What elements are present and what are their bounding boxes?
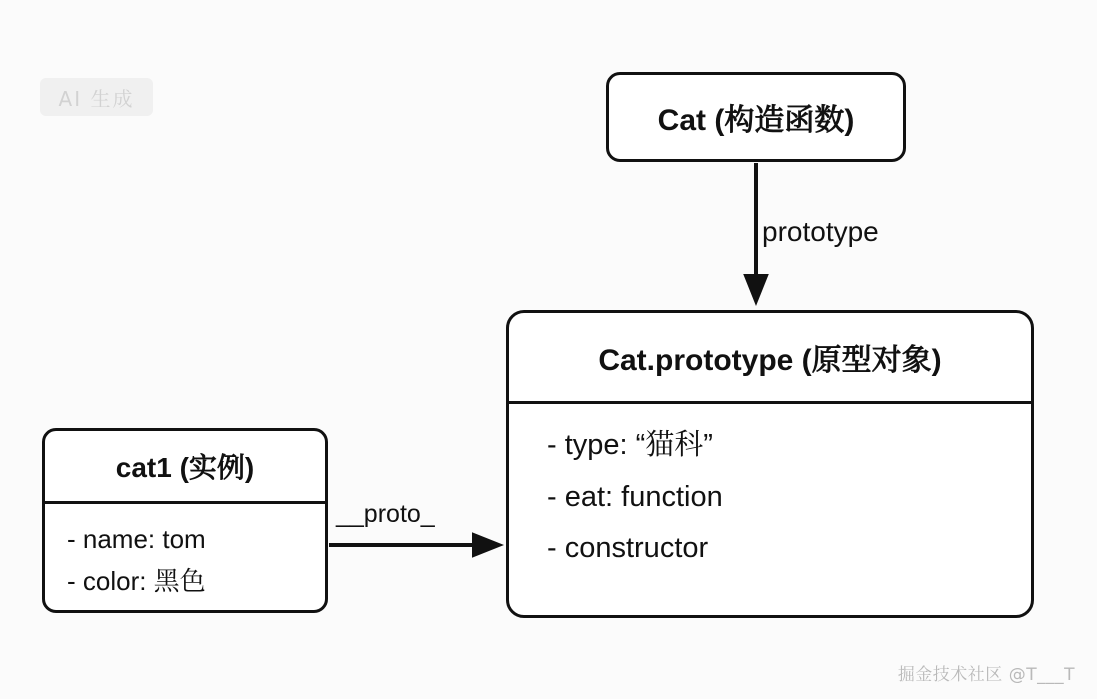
node-prototype [506,310,1034,618]
list-item: - color: 黑色 [67,566,206,596]
footer-watermark: 掘金技术社区 @T___T [897,665,1075,685]
node-constructor [606,72,906,162]
node-instance-title: cat1 (实例) [115,452,255,483]
node-instance-header [45,431,325,504]
node-prototype-header [509,313,1031,404]
edge-label-prototype: prototype [762,216,879,247]
node-constructor-title: Cat (构造函数) [657,104,855,137]
list-item: - constructor [547,532,709,564]
list-item: - eat: function [547,481,723,513]
edge-label-proto: __proto_ [336,500,435,528]
node-instance [42,428,328,613]
node-prototype-title: Cat.prototype (原型对象) [598,344,942,377]
list-item: - name: tom [67,524,206,554]
ai-generated-watermark: AI 生成 [40,78,153,116]
node-prototype-body [509,404,1031,615]
node-instance-body [45,504,325,610]
list-item: - type: “猫科” [547,429,713,461]
